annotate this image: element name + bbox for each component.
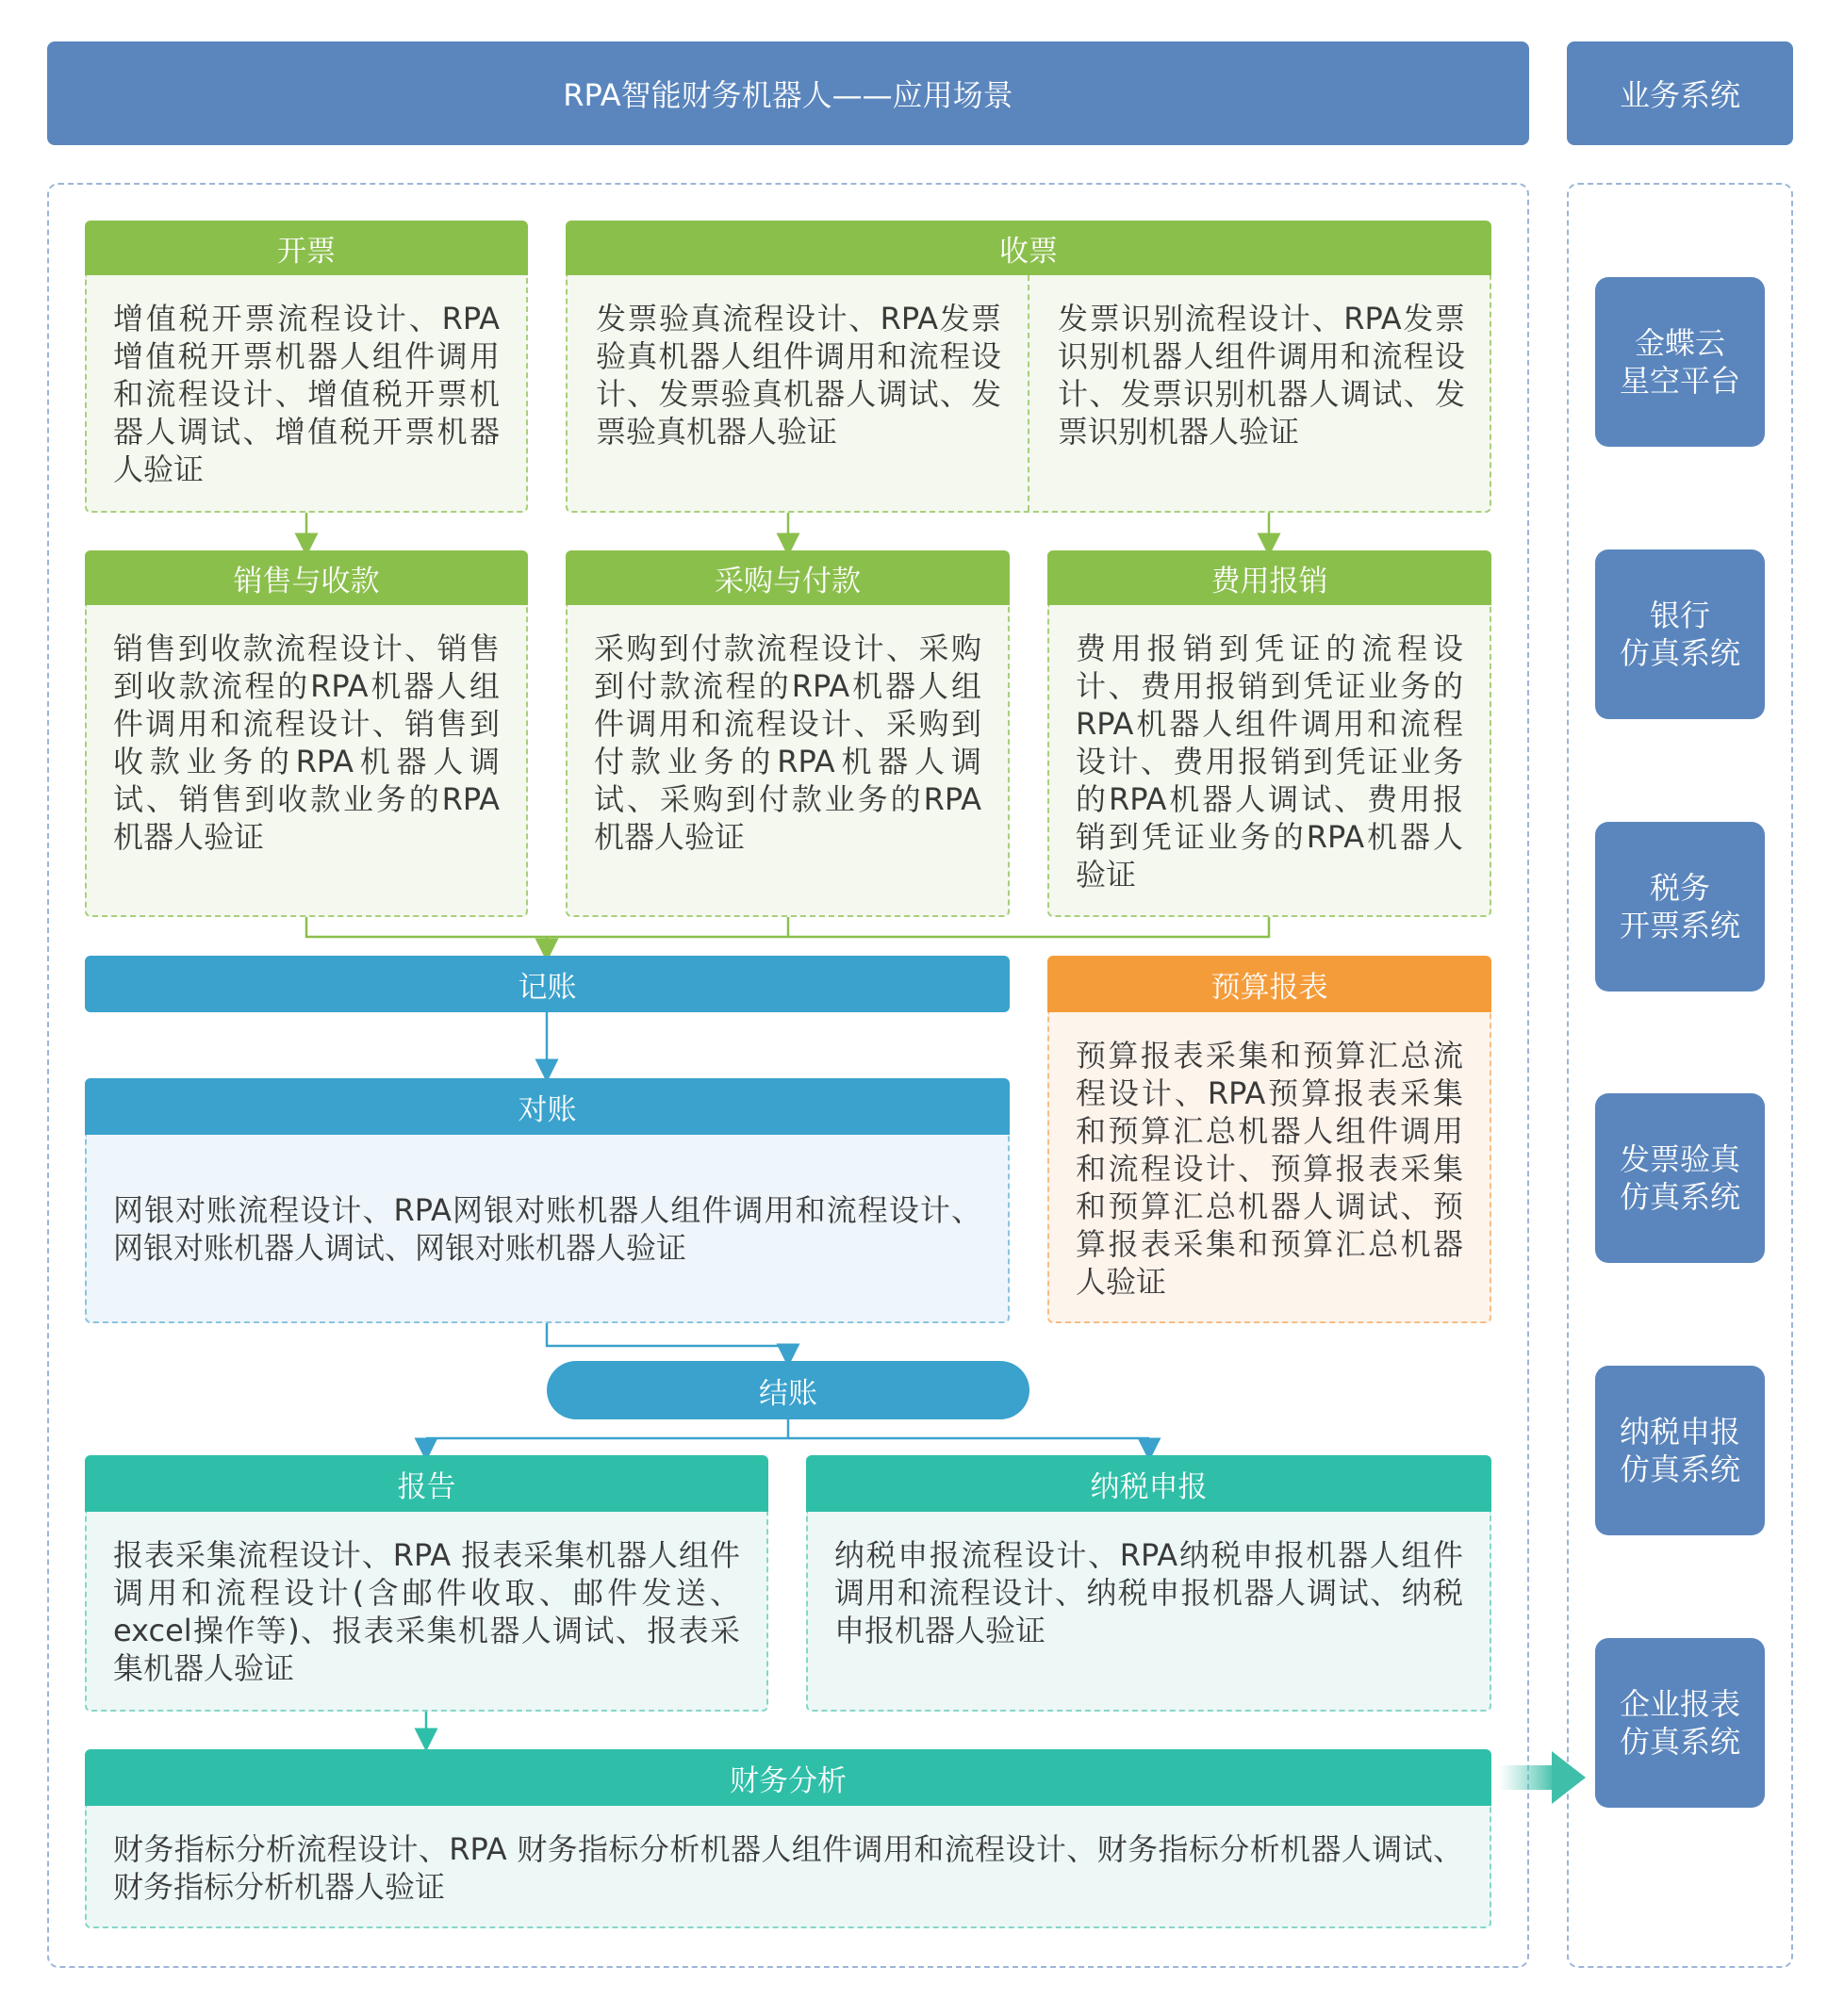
system-enterprise-report: 企业报表 仿真系统	[1595, 1638, 1765, 1808]
card-shoupiao-title: 收票	[566, 221, 1491, 275]
system-invoice-verify: 发票验真 仿真系统	[1595, 1093, 1765, 1263]
system-tax-invoicing: 税务 开票系统	[1595, 822, 1765, 992]
card-shoupiao-body	[566, 275, 1491, 513]
card-feiyong-body: 费用报销到凭证的流程设计、费用报销到凭证业务的RPA机器人组件调用和流程设计、费用报销到凭证业务的RPA机器人调试、费用报销到凭证业务的RPA机器人验证	[1047, 605, 1491, 917]
card-feiyong-title: 费用报销	[1047, 550, 1491, 605]
card-baogao-body: 报表采集流程设计、RPA 报表采集机器人组件调用和流程设计(含邮件收取、邮件发送、excel操作等)、报表采集机器人调试、报表采集机器人验证	[85, 1512, 768, 1712]
card-nashui-title: 纳税申报	[806, 1455, 1491, 1512]
node-jiezhang: 结账	[547, 1361, 1029, 1419]
card-shoupiao-right: 发票识别流程设计、RPA发票识别机器人组件调用和流程设计、发票识别机器人调试、发票识别机器人验证	[1058, 301, 1465, 450]
system-kingdee: 金蝶云 星空平台	[1595, 277, 1765, 447]
card-nashui-body: 纳税申报流程设计、RPA纳税申报机器人组件调用和流程设计、纳税申报机器人调试、纳税申报机器人验证	[806, 1512, 1491, 1712]
node-jizhang: 记账	[85, 956, 1010, 1012]
system-bank: 银行 仿真系统	[1595, 549, 1765, 719]
system-tax-filing: 纳税申报 仿真系统	[1595, 1366, 1765, 1535]
card-caiwu-body: 财务指标分析流程设计、RPA 财务指标分析机器人组件调用和流程设计、财务指标分析机器人调试、财务指标分析机器人验证	[85, 1806, 1491, 1928]
card-duizhang-title: 对账	[85, 1078, 1010, 1135]
card-xiaoshou-title: 销售与收款	[85, 550, 528, 605]
card-kaipiao-title: 开票	[85, 221, 528, 275]
card-xiaoshou-body: 销售到收款流程设计、销售到收款流程的RPA机器人组件调用和流程设计、销售到收款业务的RPA机器人调试、销售到收款业务的RPA机器人验证	[85, 605, 528, 917]
card-shoupiao-left: 发票验真流程设计、RPA发票验真机器人组件调用和流程设计、发票验真机器人调试、发票验真机器人验证	[568, 275, 1029, 511]
card-kaipiao-body: 增值税开票流程设计、RPA增值税开票机器人组件调用和流程设计、增值税开票机器人调试、增值税开票机器人验证	[85, 275, 528, 513]
card-duizhang-body: 网银对账流程设计、RPA网银对账机器人组件调用和流程设计、网银对账机器人调试、网银对账机器人验证	[85, 1135, 1010, 1323]
card-yusuan-body: 预算报表采集和预算汇总流程设计、RPA预算报表采集和预算汇总机器人组件调用和流程设计、预算报表采集和预算汇总机器人调试、预算报表采集和预算汇总机器人验证	[1047, 1012, 1491, 1323]
systems-title: 业务系统	[1567, 41, 1793, 145]
card-caiwu-title: 财务分析	[85, 1749, 1491, 1806]
card-baogao-title: 报告	[85, 1455, 768, 1512]
card-caigou-title: 采购与付款	[566, 550, 1010, 605]
diagram-title: RPA智能财务机器人——应用场景	[47, 41, 1529, 145]
card-caigou-body: 采购到付款流程设计、采购到付款流程的RPA机器人组件调用和流程设计、采购到付款业务的RPA机器人调试、采购到付款业务的RPA机器人验证	[566, 605, 1010, 917]
card-yusuan-title: 预算报表	[1047, 956, 1491, 1012]
